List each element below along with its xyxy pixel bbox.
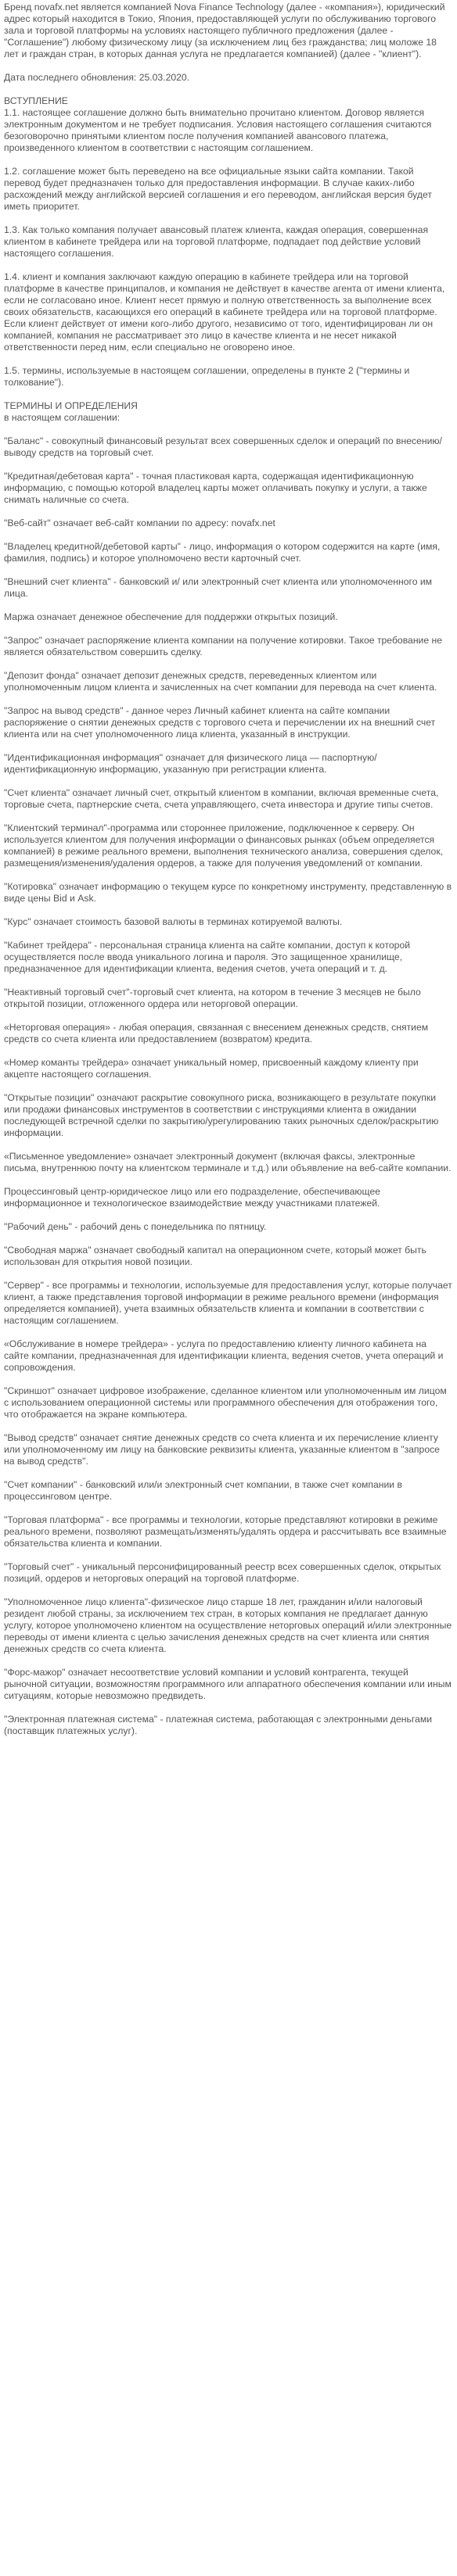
document-paragraph: «Номер команты трейдера» означает уникальный номер, присвоенный каждому клиенту при акцепте настоящего соглашения. xyxy=(4,1057,419,1080)
document-paragraph: "Сервер" - все программы и технологии, используемые для предоставления услуг, которые получает клиент, а также представления торговой информации в режиме реального времени (информация определяется компанией), учета взаимных обязательств клиента и компании в соответствии с настоящим соглашением. xyxy=(4,1280,452,1326)
document-paragraph: "Клиентский терминал"-программа или стороннее приложение, подключенное к серверу. Он используется клиентом для получения информации о финансовых рынках (объем определяется компанией) в режиме реального времени, выполнения технического анализа, совершения сделок, размещения/изменения/удаления ордеров, а также для получения уведомлений от компании. xyxy=(4,822,444,869)
document-paragraph: "Внешний счет клиента" - банковский и/ или электронный счет клиента или уполномоченного им лица. xyxy=(4,576,433,599)
document-paragraph: "Скриншот" означает цифровое изображение, сделанное клиентом или уполномоченным им лицом с использованием операционной системы или программного обеспечения для отображения того, что отображается на экране компьютера. xyxy=(4,1385,447,1420)
document-paragraph: "Уполномоченное лицо клиента"-физическое лицо старше 18 лет, гражданин и/или налоговый резидент любой страны, за исключением тех стран, в которых компания не предлагает данную услугу, которое уполномочено клиентом на осуществление неторговых операций и/или электронные переводы от имени клиента с целью зачисления денежных средств на счет клиента или снятия денежных средств со счета клиента. xyxy=(4,1596,452,1654)
document-paragraph: "Открытые позиции" означают раскрытие совокупного риска, возникающего в результате покупки или продажи финансовых инструментов в соответствии с инструкциями клиента в ожидании последующей встречной сделки по закрытию/урегулированию таких рыночных сделок/раскрытию информации. xyxy=(4,1092,439,1138)
document-paragraph: «Обслуживание в номере трейдера» - услуга по предоставлению клиенту личного кабинета на сайте компании, предназначенная для идентификации клиента, ведения счетов, учета операций и сопровождения. xyxy=(4,1338,444,1373)
document-paragraph: «Неторговая операция» - любая операция, связанная с внесением денежных средств, снятием средств со счета клиента или предоставлением (возвратом) кредита. xyxy=(4,1022,429,1044)
document-paragraph: "Вывод средств" означает снятие денежных средств со счета клиента и их перечисление клиенту или уполномоченному им лицу на банковские реквизиты клиента, указанные клиентом в "запросе на вывод средств". xyxy=(4,1432,440,1467)
document-paragraph: Бренд novafx.net является компанией Nova Finance Technology (далее - «компания»), юридический адрес который находится в Токио, Япония, предоставляющей услуги по обслуживанию торгового зала и торговой платформы на условиях настоящего публичного предложения (далее - "Соглашение") любому физическому лицу (за исключением лиц без гражданства; лиц моложе 18 лет и граждан стран, в которых данная услуга не предлагается компанией) (далее - "клиент"). xyxy=(4,2,445,59)
document-paragraph: "Неактивный торговый счет"-торговый счет клиента, на котором в течение 3 месяцев не было открытой позиции, отложенного ордера или неторговой операции. xyxy=(4,987,421,1009)
document-paragraph: Дата последнего обновления: 25.03.2020. xyxy=(4,72,190,83)
document-paragraph: "Владелец кредитной/дебетовой карты" - лицо, информация о котором содержится на карте (имя, фамилия, подпись) и которое уполномочено вести карточный счет. xyxy=(4,541,441,564)
document-paragraph: "Форс-мажор" означает несоответствие условий компании и условий контрагента, текущей рыночной ситуации, возможностям программного или аппаратного обеспечения компании или иным ситуациям, которые невозможно предвидеть. xyxy=(4,1667,452,1701)
document-paragraph: "Идентификационная информация" означает для физического лица — паспортную/идентификационную информацию, указанную при регистрации клиента. xyxy=(4,752,377,775)
document-paragraph: "Запрос" означает распоряжение клиента компании на получение котировки. Такое требование не является обязательством совершить сделку. xyxy=(4,635,443,657)
document-paragraph: "Веб-сайт" означает веб-сайт компании по адресу: novafx.net xyxy=(4,518,275,528)
document-paragraph: «Письменное уведомление» означает электронный документ (включая факсы, электронные письма, внутреннюю почту на клиентском терминале и т.д.) или объявление на веб-сайте компании. xyxy=(4,1151,452,1173)
document-paragraph: "Кабинет трейдера" - персональная страница клиента на сайте компании, доступ к которой осуществляется после ввода уникального логина и пароля. Это защищенное хранилище, предназначенное для идентификации клиента, ведения счетов, учета операций и т. д. xyxy=(4,940,411,974)
document-paragraph: 1.3. Как только компания получает авансовый платеж клиента, каждая операция, совершенная клиентом в кабинете трейдера или на торговой платформе, подпадает под действие условий настоящего соглашения. xyxy=(4,224,429,259)
document-paragraph: 1.2. соглашение может быть переведено на все официальные языки сайта компании. Такой перевод будет предназначен только для предоставления информации. В случае каких-либо расхождений между английской версией соглашения и его переводом, английская версия будет иметь приоритет. xyxy=(4,166,432,212)
document-paragraph: ТЕРМИНЫ И ОПРЕДЕЛЕНИЯ в настоящем соглашении: xyxy=(4,400,138,423)
document-paragraph: "Курс" означает стоимость базовой валюты в терминах котируемой валюты. xyxy=(4,916,343,927)
document-paragraph: "Депозит фонда" означает депозит денежных средств, переведенных клиентом или уполномоченным лицом клиента и зачисленных на счет компании для перевода на счет клиента. xyxy=(4,670,437,693)
document-paragraph: "Рабочий день" - рабочий день с понедельника по пятницу. xyxy=(4,1221,267,1232)
document-paragraph: "Электронная платежная система" - платежная система, работающая с электронными деньгами (поставщик платежных услуг). xyxy=(4,1714,433,1736)
document-paragraph: ВСТУПЛЕНИЕ 1.1. настоящее соглашение должно быть внимательно прочитано клиентом. Договор является электронным документом и не требует подписания. Условия настоящего соглашения считаются безоговорочно принятыми клиентом после получения компанией авансового платежа, произведенного клиентом в соответствии с настоящим соглашением. xyxy=(4,95,432,153)
document-paragraph: "Счет клиента" означает личный счет, открытый клиентом в компании, включая временные счета, торговые счета, партнерские счета, счета управляющего, счета инвестора и другие типы счетов. xyxy=(4,787,439,810)
document-paragraph: "Торговый счет" - уникальный персонифицированный реестр всех совершенных сделок, открытых позиций, ордеров и неторговых операций на торговой платформе. xyxy=(4,1561,441,1584)
document-paragraph: Маржа означает денежное обеспечение для поддержки открытых позиций. xyxy=(4,611,338,622)
document-paragraph: "Кредитная/дебетовая карта" - точная пластиковая карта, содержащая идентификационную информацию, с помощью которой владелец карты может оплачивать покупку и услуги, а также снимать наличные со счета. xyxy=(4,471,427,505)
document-paragraph: "Торговая платформа" - все программы и технологии, которые представляют котировки в режиме реального времени, позволяют размещать/изменять/удалять ордера и рассчитывать все взаимные обязательства клиента и компании. xyxy=(4,1514,447,1549)
document-paragraph: "Свободная маржа" означает свободный капитал на операционном счете, который может быть использован для открытия новой позиции. xyxy=(4,1245,426,1267)
document-paragraph: 1.4. клиент и компания заключают каждую операцию в кабинете трейдера или на торговой платформе в качестве принципалов, и компания не действует в качестве агента от имени клиента, если не согласовано иное. Клиент несет прямую и полную ответственность за выполнение всех своих обязательств, касающихся его операций в кабинете трейдера или на торговой платформе. Если клиент действует от имени кого-либо другого, независимо от того, идентифицирован ли он компанией, компания не рассматривает это лицо в качестве клиента и не несет никакой ответственности перед ним, если специально не оговорено иное. xyxy=(4,271,445,353)
document-paragraph: "Котировка" означает информацию о текущем курсе по конкретному инструменту, представленную в виде цены Bid и Ask. xyxy=(4,881,452,904)
document-paragraph: "Счет компании" - банковский или/и электронный счет компании, в также счет компании в процессинговом центре. xyxy=(4,1479,402,1502)
document-paragraph: 1.5. термины, используемые в настоящем соглашении, определены в пункте 2 ("термины и толкование"). xyxy=(4,365,410,388)
document-paragraph: "Баланс" - совокупный финансовый результат всех совершенных сделок и операций по внесению/выводу средств на торговый счет. xyxy=(4,435,442,458)
document-paragraph: Процессинговый центр-юридическое лицо или его подразделение, обеспечивающее информационное и технологическое взаимодействие между участниками платежей. xyxy=(4,1186,381,1209)
document-paragraph: "Запрос на вывод средств" - данное через Личный кабинет клиента на сайте компании распоряжение о снятии денежных средств с торгового счета и перечислении их на внешний счет клиента или на счет уполномоченного лица клиента, указанный в инструкции. xyxy=(4,705,436,740)
